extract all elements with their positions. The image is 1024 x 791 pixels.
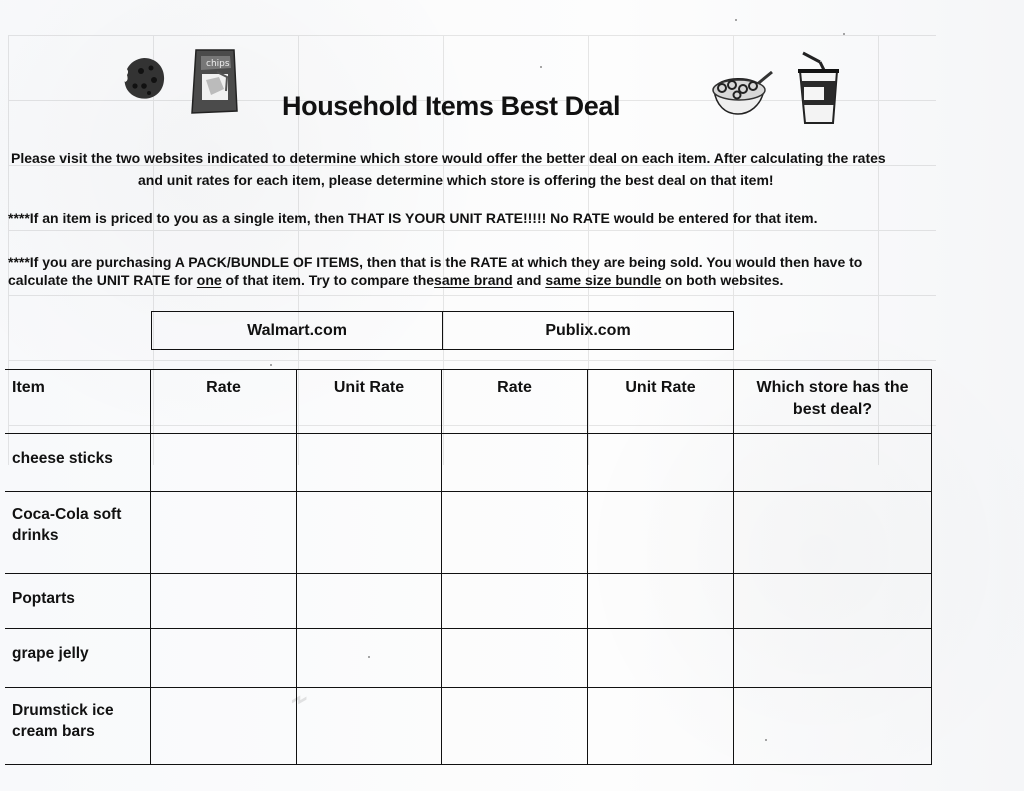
- single-item-note: ****If an item is priced to you as a single item, then THAT IS YOUR UNIT RATE!!!!! No RATE would be entered for that item.: [8, 210, 818, 226]
- publix-unit-rate-answer-cell[interactable]: [588, 688, 734, 765]
- underlined-same-size-bundle: same size bundle: [545, 272, 662, 288]
- soft-drink-cup-icon: [793, 49, 845, 127]
- walmart-header: Walmart.com: [152, 312, 443, 350]
- best-deal-answer-cell[interactable]: [734, 434, 932, 492]
- instructions-intro-line-2: and unit rates for each item, please determine which store is offering the best deal on that item!: [138, 172, 774, 188]
- bundle-note-text-1: calculate the UNIT RATE for: [8, 272, 197, 288]
- publix-unit-rate-answer-cell[interactable]: [588, 574, 734, 629]
- walmart-rate-answer-cell[interactable]: [151, 492, 297, 574]
- scan-speck: [765, 739, 767, 741]
- table-row-grape-jelly: [6, 629, 932, 688]
- item-cell: [6, 574, 151, 629]
- best-deal-answer-cell[interactable]: [734, 492, 932, 574]
- item-label-line-2: cream bars: [12, 723, 95, 740]
- publix-rate-answer-cell[interactable]: [442, 688, 588, 765]
- walmart-rate-header: Rate: [151, 370, 297, 434]
- item-cell: [6, 688, 151, 765]
- publix-unit-rate-answer-cell[interactable]: [588, 492, 734, 574]
- walmart-unit-rate-answer-cell[interactable]: [297, 688, 442, 765]
- underlined-one: one: [196, 272, 222, 288]
- item-cell: [6, 434, 151, 492]
- instructions-intro-line-1: Please visit the two websites indicated to determine which store would offer the better deal on each item. After calculating the rates: [11, 150, 886, 166]
- publix-unit-rate-header: Unit Rate: [588, 370, 734, 434]
- walmart-unit-rate-answer-cell[interactable]: [297, 492, 442, 574]
- table-row-coca-cola-soft-drinks: [6, 492, 932, 574]
- item-label-line-1: Poptarts: [12, 590, 75, 607]
- publix-unit-rate-answer-cell[interactable]: [588, 629, 734, 688]
- walmart-unit-rate-answer-cell[interactable]: [297, 434, 442, 492]
- walmart-rate-answer-cell[interactable]: [151, 574, 297, 629]
- header-row: [6, 370, 932, 434]
- best-deal-answer-cell[interactable]: [734, 629, 932, 688]
- best-deal-answer-cell[interactable]: [734, 574, 932, 629]
- store-header-table: [151, 311, 734, 350]
- best-deal-header-line-1: Which store has the: [756, 379, 909, 396]
- item-label-line-1: grape jelly: [12, 645, 89, 662]
- item-cell: [6, 492, 151, 574]
- scan-speck: [270, 364, 272, 366]
- best-deal-header: [734, 370, 932, 434]
- cookie-icon: [120, 55, 168, 103]
- comparison-table: [5, 369, 932, 765]
- table-row-poptarts: [6, 574, 932, 629]
- cereal-bowl-icon: [706, 66, 776, 118]
- publix-rate-header: Rate: [442, 370, 588, 434]
- walmart-unit-rate-header: Unit Rate: [297, 370, 442, 434]
- walmart-unit-rate-answer-cell[interactable]: [297, 629, 442, 688]
- best-deal-header-line-2: best deal?: [792, 401, 873, 418]
- publix-unit-rate-answer-cell[interactable]: [588, 434, 734, 492]
- item-cell: [6, 629, 151, 688]
- bundle-note-line-1: ****If you are purchasing A PACK/BUNDLE OF ITEMS, then that is the RATE at which they are being sold. You would then have to: [8, 254, 863, 270]
- bundle-note-line-2: [8, 269, 783, 291]
- walmart-rate-answer-cell[interactable]: [151, 629, 297, 688]
- item-column-header: Item: [6, 370, 151, 434]
- item-label-line-1: cheese sticks: [12, 450, 113, 467]
- scan-speck: [540, 66, 542, 68]
- table-row-cheese-sticks: [6, 434, 932, 492]
- bundle-note-text-4: on both websites.: [661, 272, 784, 288]
- chips-bag-label: chips: [206, 59, 230, 69]
- store-header-row: [152, 312, 734, 350]
- item-label-line-2: drinks: [12, 527, 59, 544]
- publix-rate-answer-cell[interactable]: [442, 434, 588, 492]
- publix-rate-answer-cell[interactable]: [442, 492, 588, 574]
- walmart-unit-rate-answer-cell[interactable]: [297, 574, 442, 629]
- underlined-same-brand: same brand: [434, 272, 513, 288]
- best-deal-answer-cell[interactable]: [734, 688, 932, 765]
- bleed-through-shape: ⌁: [290, 683, 309, 716]
- publix-header: Publix.com: [443, 312, 734, 350]
- walmart-rate-answer-cell[interactable]: [151, 434, 297, 492]
- table-row-drumstick-ice-cream-bars: [6, 688, 932, 765]
- bundle-note-text-2: of that item. Try to compare the: [221, 272, 435, 288]
- chips-bag-icon: [188, 46, 242, 116]
- page-title: Household Items Best Deal: [282, 91, 621, 121]
- item-label-line-1: Coca-Cola soft: [12, 506, 122, 523]
- walmart-rate-answer-cell[interactable]: [151, 688, 297, 765]
- scan-speck: [843, 33, 845, 35]
- publix-rate-answer-cell[interactable]: [442, 574, 588, 629]
- scan-speck: [368, 656, 370, 658]
- bundle-note-text-3: and: [512, 272, 546, 288]
- scan-speck: [735, 19, 737, 21]
- item-label-line-1: Drumstick ice: [12, 702, 114, 719]
- publix-rate-answer-cell[interactable]: [442, 629, 588, 688]
